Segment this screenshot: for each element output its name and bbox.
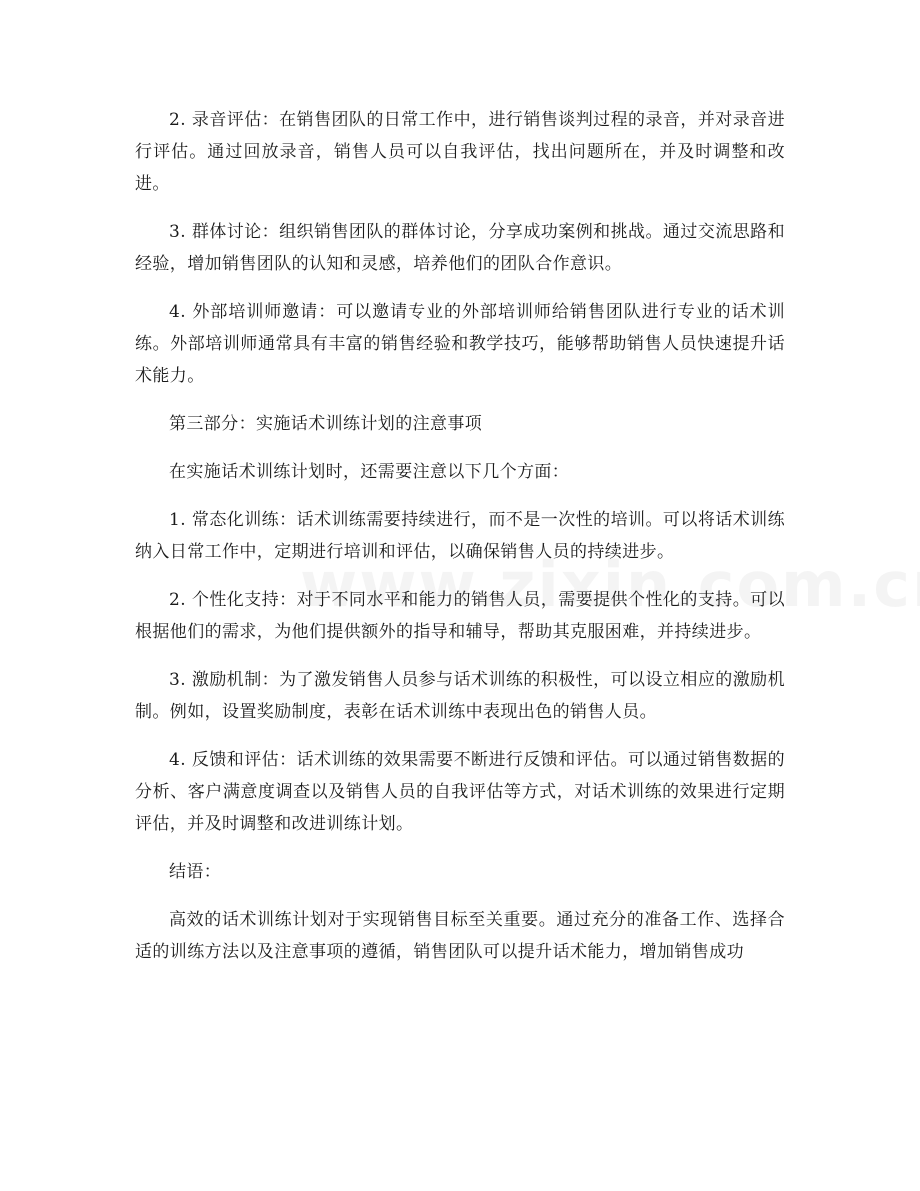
paragraph-incentive-mechanism: 3. 激励机制：为了激发销售人员参与话术训练的积极性，可以设立相应的激励机制。例如，设置奖励制度，表彰在话术训练中表现出色的销售人员。: [135, 670, 785, 722]
section-heading-conclusion: 结语：: [169, 862, 222, 882]
paragraph-personalized-support: 2. 个性化支持：对于不同水平和能力的销售人员，需要提供个性化的支持。可以根据他们的需求，为他们提供额外的指导和辅导，帮助其克服困难，并持续进步。: [135, 590, 785, 642]
paragraph-conclusion: 高效的话术训练计划对于实现销售目标至关重要。通过充分的准备工作、选择合适的训练方法以及注意事项的遵循，销售团队可以提升话术能力，增加销售成功: [135, 910, 785, 962]
document-body: [135, 104, 785, 984]
paragraph-feedback-evaluation: 4. 反馈和评估：话术训练的效果需要不断进行反馈和评估。可以通过销售数据的分析、客户满意度调查以及销售人员的自我评估等方式，对话术训练的效果进行定期评估，并及时调整和改进训练计划。: [135, 750, 785, 834]
paragraph-recording-evaluation: 2. 录音评估：在销售团队的日常工作中，进行销售谈判过程的录音，并对录音进行评估。通过回放录音，销售人员可以自我评估，找出问题所在，并及时调整和改进。: [135, 110, 785, 194]
paragraph-external-trainer: 4. 外部培训师邀请：可以邀请专业的外部培训师给销售团队进行专业的话术训练。外部培训师通常具有丰富的销售经验和教学技巧，能够帮助销售人员快速提升话术能力。: [135, 302, 785, 386]
paragraph-regular-training: 1. 常态化训练：话术训练需要持续进行，而不是一次性的培训。可以将话术训练纳入日常工作中，定期进行培训和评估，以确保销售人员的持续进步。: [135, 510, 785, 562]
paragraph-group-discussion: 3. 群体讨论：组织销售团队的群体讨论，分享成功案例和挑战。通过交流思路和经验，增加销售团队的认知和灵感，培养他们的团队合作意识。: [135, 222, 785, 274]
paragraph-intro-considerations: 在实施话术训练计划时，还需要注意以下几个方面：: [169, 462, 570, 482]
section-heading-part-three: 第三部分：实施话术训练计划的注意事项: [169, 414, 483, 434]
